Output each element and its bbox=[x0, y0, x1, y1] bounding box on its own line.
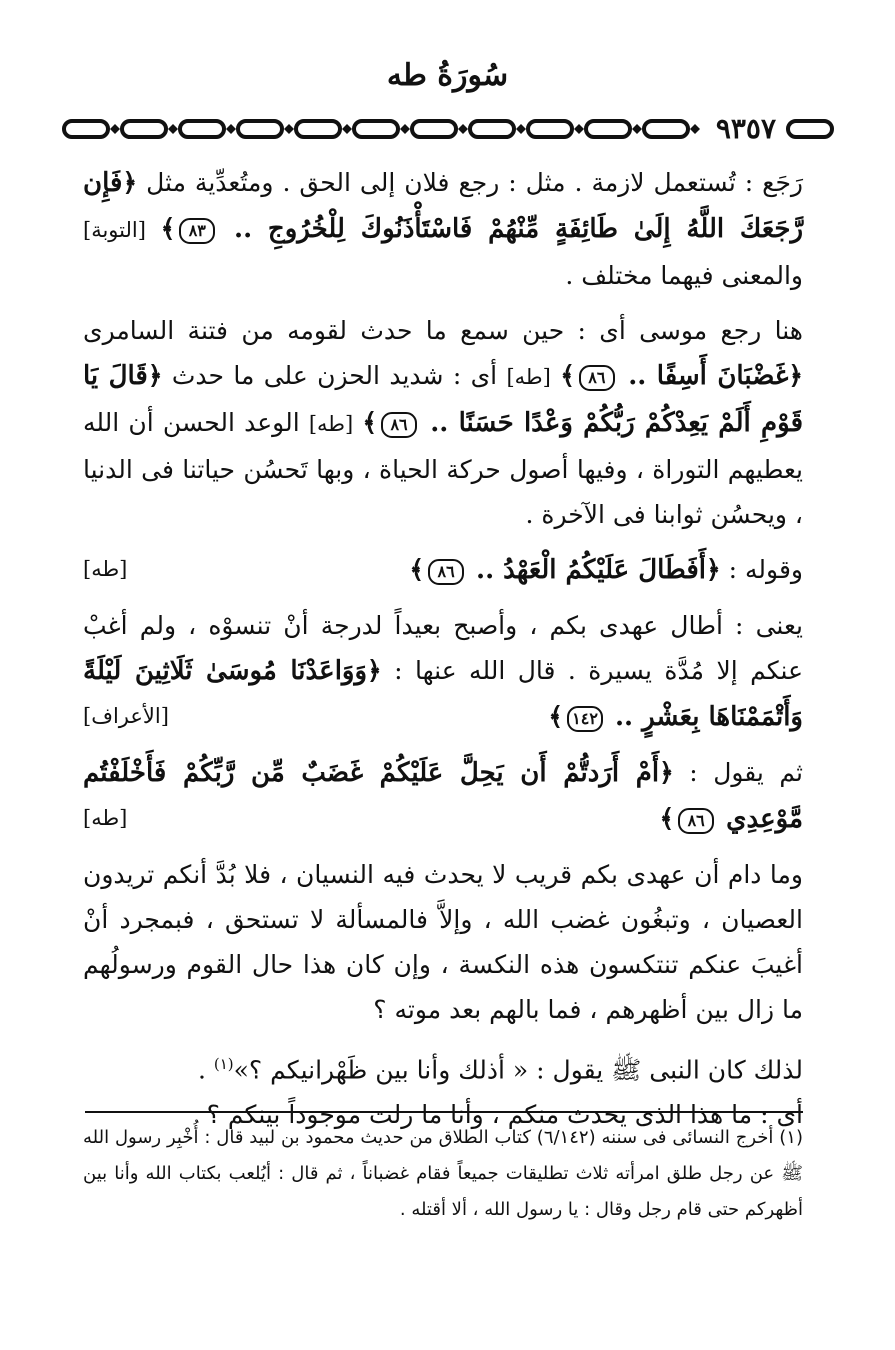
ornament-link bbox=[354, 121, 398, 137]
ornament-link bbox=[412, 121, 456, 137]
text: أى : شديد الحزن على ما حدث bbox=[171, 361, 498, 390]
text: أى : ما هذا الذى يحدث منكم ، وأنا ما زلت موجوداً بينكم ؟ bbox=[206, 1100, 803, 1130]
ornament-link bbox=[586, 121, 630, 137]
ornament-diamond bbox=[458, 124, 468, 134]
paragraph-3 bbox=[83, 547, 803, 593]
text: الوعد الحسن أن الله يعطيهم التوراة ، وفيها أصول حركة الحياة ، وبها تَحسُن حياتنا فى الدنيا ، ويحسُن ثوابنا فى الآخرة . bbox=[83, 408, 803, 529]
quran-verse: أَفَطَالَ عَلَيْكُمُ الْعَهْدُ .. bbox=[476, 555, 707, 585]
verse-number: ٨٦ bbox=[428, 559, 464, 585]
paragraph-7 bbox=[83, 1042, 803, 1092]
ornate-bracket-close: ﴾ bbox=[659, 804, 675, 833]
quran-verse: وَوَاعَدْنَا مُوسَىٰ ثَلَاثِينَ لَيْلَةً وَأَتْمَمْنَاهَا بِعَشْرٍ .. bbox=[83, 656, 803, 732]
ornament-link bbox=[296, 121, 340, 137]
ornate-bracket-open: ﴿ bbox=[367, 656, 382, 685]
paragraph-4 bbox=[83, 603, 803, 740]
ornate-bracket-open: ﴿ bbox=[122, 168, 138, 197]
text: يعنى : أطال عهدى بكم ، وأصبح بعيداً لدرجة أنْ تنسوْه ، ولم أغبْ عنكم إلا مُدَّة يسيرة . قال الله عنها : bbox=[83, 611, 804, 685]
paragraph-2 bbox=[83, 308, 803, 537]
header-ornament-rule bbox=[60, 114, 836, 144]
ornate-bracket-open: ﴿ bbox=[147, 361, 163, 390]
text: وقوله : bbox=[728, 555, 803, 584]
paragraph-6 bbox=[83, 852, 803, 1032]
ornament-link bbox=[238, 121, 282, 137]
ornament-diamond bbox=[168, 124, 178, 134]
ornament-link bbox=[788, 121, 832, 137]
surah-title: سُورَةُ طه bbox=[386, 58, 509, 93]
quran-verse: فَإِن رَّجَعَكَ اللَّهُ إِلَىٰ طَائِفَةٍ مِّنْهُمْ فَاسْتَأْذَنُوكَ لِلْخُرُوجِ .. bbox=[83, 168, 804, 244]
ornate-bracket-close: ﴾ bbox=[160, 214, 176, 243]
ornament-diamond bbox=[690, 124, 700, 134]
surah-reference: [طه] bbox=[83, 557, 128, 581]
ornament-diamond bbox=[574, 124, 584, 134]
ornament-diamond bbox=[284, 124, 294, 134]
ornament-link bbox=[180, 121, 224, 137]
main-text bbox=[83, 160, 803, 1147]
text: والمعنى فيهما مختلف . bbox=[565, 261, 803, 290]
ornate-bracket-open: ﴿ bbox=[659, 758, 674, 787]
text: . bbox=[197, 1055, 214, 1085]
verse-number: ٨٦ bbox=[579, 365, 615, 391]
text: رَجَع : تُستعمل لازمة . مثل : رجع فلان إلى الحق . ومتُعدِّية مثل bbox=[146, 168, 803, 197]
ornament-link bbox=[470, 121, 514, 137]
text: هنا رجع موسى أى : حين سمع ما حدث لقومه من فتنة السامرى bbox=[83, 316, 803, 345]
ornament-link bbox=[122, 121, 166, 137]
ornate-bracket-open: ﴿ bbox=[788, 361, 803, 390]
ornate-bracket-close: ﴾ bbox=[548, 702, 564, 731]
quran-verse: غَضْبَانَ أَسِفًا .. bbox=[628, 361, 789, 391]
ornament-diamond bbox=[632, 124, 642, 134]
ornate-bracket-open: ﴿ bbox=[706, 555, 721, 584]
footnote bbox=[83, 1120, 803, 1228]
surah-reference: [طه] bbox=[308, 412, 354, 436]
footnote-marker: (١) bbox=[213, 1055, 234, 1073]
page-header bbox=[0, 58, 895, 93]
ornate-bracket-close: ﴾ bbox=[362, 408, 378, 437]
page-number: ٩٣٥٧ bbox=[712, 114, 780, 144]
quran-verse: أَمْ أَرَدتُّمْ أَن يَحِلَّ عَلَيْكُمْ غَضَبٌ مِّن رَّبِّكُمْ فَأَخْلَفْتُم مَّوْعِدِي bbox=[83, 758, 803, 834]
ornament-link bbox=[64, 121, 108, 137]
surah-reference: [طه] bbox=[83, 806, 128, 830]
surah-reference: [التوبة] bbox=[83, 218, 146, 242]
text: ثم يقول : bbox=[689, 758, 803, 787]
ornament-diamond bbox=[516, 124, 526, 134]
surah-reference: [طه] bbox=[506, 365, 551, 389]
ornament-diamond bbox=[226, 124, 236, 134]
paragraph-5 bbox=[83, 750, 803, 842]
verse-number: ١٤٢ bbox=[567, 706, 603, 732]
verse-number: ٨٦ bbox=[381, 412, 417, 438]
footnote-text: (١) أخرج النسائى فى سننه (٦/١٤٢) كتاب الطلاق من حديث محمود بن لبيد قال : أُخْبِر رسول الله ﷺ عن رجل طلق امرأته ثلاث تطليقات جميعاً فقام غضباناً ، ثم قال : أيُلعب بكتاب الله وأنا بين أظهركم حتى قام رجل وقال : يا رسول الله ، ألا أقتله . bbox=[83, 1127, 803, 1220]
ornament-diamond bbox=[110, 124, 120, 134]
ornate-bracket-close: ﴾ bbox=[409, 555, 425, 584]
ornate-bracket-close: ﴾ bbox=[560, 361, 575, 390]
ornament-diamond bbox=[342, 124, 352, 134]
ornament-link bbox=[644, 121, 688, 137]
ornament-link bbox=[528, 121, 572, 137]
ornament-diamond bbox=[400, 124, 410, 134]
quran-verse: قَالَ يَا قَوْمِ أَلَمْ يَعِدْكُمْ رَبُّكُمْ وَعْدًا حَسَنًا .. bbox=[83, 361, 803, 438]
text: وما دام أن عهدى بكم قريب لا يحدث فيه النسيان ، فلا بُدَّ أنكم تريدون العصيان ، وتبغُون غضب الله ، وإلاَّ فالمسألة لا تستحق ، فبمجرد أنْ أغيبَ عنكم تنتكسون هذه النكسة ، وإن كان هذا حال القوم ورسولُهم ما زال بين أظهرهم ، فما بالهم بعد موته ؟ bbox=[83, 860, 803, 1024]
text: لذلك كان النبى ﷺ يقول : « أذلك وأنا بين ظَهْرانيكم ؟» bbox=[233, 1055, 803, 1085]
surah-reference: [الأعراف] bbox=[83, 704, 169, 728]
verse-number: ٨٦ bbox=[678, 808, 714, 834]
paragraph-1 bbox=[83, 160, 803, 298]
footnote-divider bbox=[85, 1111, 803, 1113]
verse-number: ٨٣ bbox=[179, 218, 215, 244]
